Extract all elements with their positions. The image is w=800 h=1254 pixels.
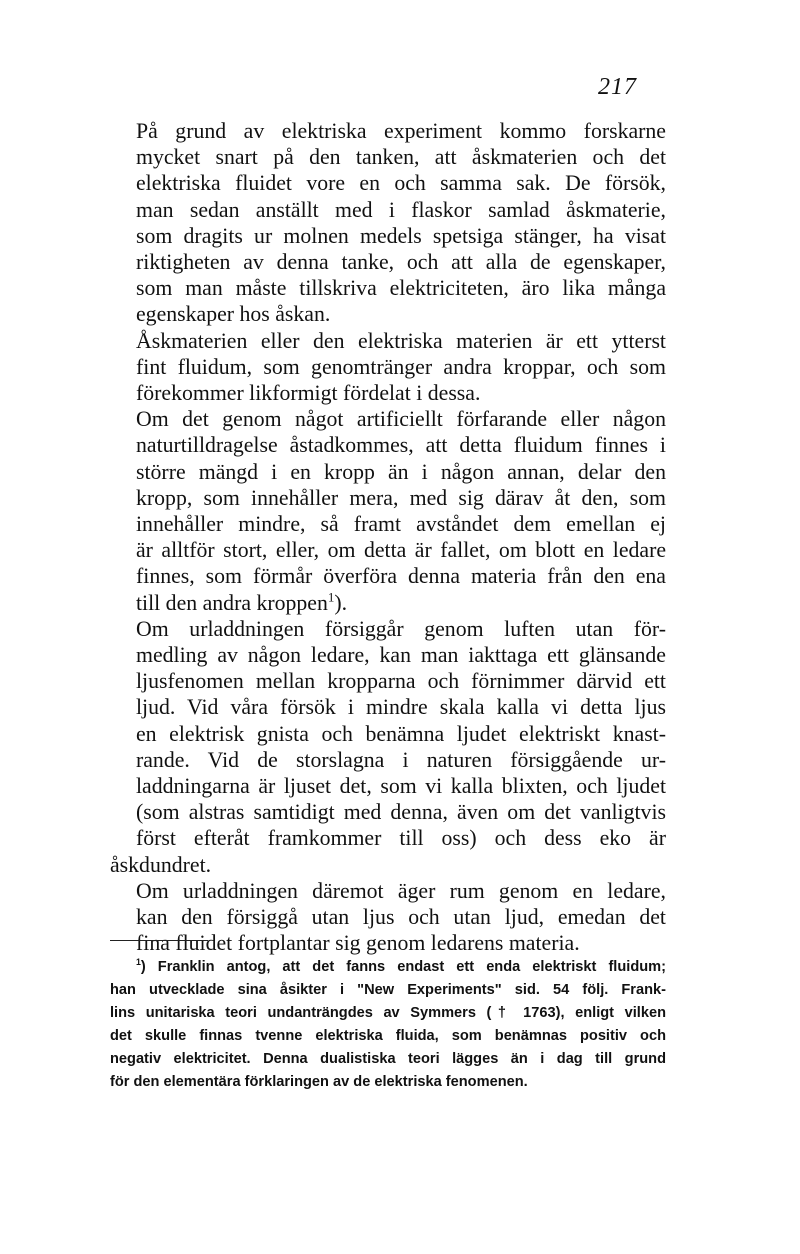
text-line: Om urladdningen däremot äger rum genom en ledare, <box>136 878 666 903</box>
text-fragment: ) Franklin antog, att det fanns endast ett enda elektriskt fluidum; <box>140 959 666 975</box>
text-line: förekommer likformigt fördelat i dessa. <box>136 381 481 406</box>
text-line: Åskmaterien eller den elektriska materien är ett ytterst <box>136 328 666 353</box>
footnote-line: han utvecklade sina åsikter i "New Experiments" sid. 54 följ. Frank- <box>110 982 666 998</box>
text-line: riktigheten av denna tanke, och att alla de egenskaper, <box>136 250 666 275</box>
footnote-reference[interactable]: 1 <box>327 589 335 605</box>
text-line: naturtilldragelse åstadkommes, att detta fluidum finnes i <box>136 433 666 458</box>
body-text <box>110 118 666 957</box>
text-line: som dragits ur molnen medels spetsiga stänger, ha visat <box>136 223 666 248</box>
text-line: ljusfenomen mellan kropparna och förnimmer därvid ett <box>136 669 666 694</box>
paragraph-4 <box>110 616 666 878</box>
paragraph-5 <box>110 878 666 957</box>
text-fragment: till den andra kroppen <box>136 590 328 615</box>
footnote <box>110 956 666 1094</box>
page-number: 217 <box>598 74 637 100</box>
text-line: större mängd i en kropp än i någon annan, delar den <box>136 459 666 484</box>
text-line: man sedan anställt med i flaskor samlad åskmaterie, <box>136 197 666 222</box>
paragraph-2 <box>110 328 666 407</box>
text-line: På grund av elektriska experiment kommo forskarne <box>136 119 666 143</box>
text-line: kan den försiggå utan ljus och utan ljud, emedan det <box>136 905 666 930</box>
footnote-divider <box>110 940 208 941</box>
text-line: fina fluidet fortplantar sig genom ledarens materia. <box>136 931 580 956</box>
paragraph-3 <box>110 406 666 616</box>
text-line: egenskaper hos åskan. <box>136 302 331 327</box>
text-line: rande. Vid de storslagna i naturen försiggående ur- <box>136 747 666 772</box>
text-line: (som alstras samtidigt med denna, även om det vanligtvis <box>136 800 666 825</box>
text-line: Om urladdningen försiggår genom luften utan för- <box>136 616 666 641</box>
text-line: som man måste tillskriva elektriciteten, äro lika många <box>136 276 666 301</box>
text-line: en elektrisk gnista och benämna ljudet elektriskt knast- <box>136 721 666 746</box>
text-line: är alltför stort, eller, om detta är fallet, om blott en ledare <box>136 538 666 563</box>
footnote-line: negativ elektricitet. Denna dualistiska teori lägges än i dag till grund <box>110 1051 666 1067</box>
text-fragment: ). <box>334 590 348 615</box>
text-line: laddningarna är ljuset det, som vi kalla blixten, och ljudet <box>136 774 666 799</box>
text-line: innehåller mindre, så framt avståndet dem emellan ej <box>136 512 666 537</box>
text-line: finnes, som förmår överföra denna materia från den ena <box>136 564 666 589</box>
text-line-with-footnote <box>110 590 666 616</box>
text-line: elektriska fluidet vore en och samma sak. De försök, <box>136 171 666 196</box>
footnote-line <box>110 956 666 979</box>
text-line: ljud. Vid våra försök i mindre skala kalla vi detta ljus <box>136 695 666 720</box>
text-line: medling av någon ledare, kan man iakttaga ett glänsande <box>136 643 666 668</box>
paragraph-1 <box>110 118 666 328</box>
text-line: först efteråt framkommer till oss) och dess eko är åskdundret. <box>110 826 666 877</box>
text-line: mycket snart på den tanken, att åskmaterien och det <box>136 145 666 170</box>
footnote-line: för den elementära förklaringen av de elektriska fenomenen. <box>110 1074 528 1090</box>
text-line: Om det genom något artificiellt förfarande eller någon <box>136 407 666 432</box>
footnote-line: det skulle finnas tvenne elektriska fluida, som benämnas positiv och <box>110 1028 666 1044</box>
footnote-line: lins unitariska teori undanträngdes av Symmers († 1763), enligt vilken <box>110 1005 666 1021</box>
text-line: kropp, som innehåller mera, med sig därav åt den, som <box>136 485 666 510</box>
footnote-marker: 1 <box>136 957 141 968</box>
text-line: fint fluidum, som genomtränger andra kroppar, och som <box>136 354 666 379</box>
